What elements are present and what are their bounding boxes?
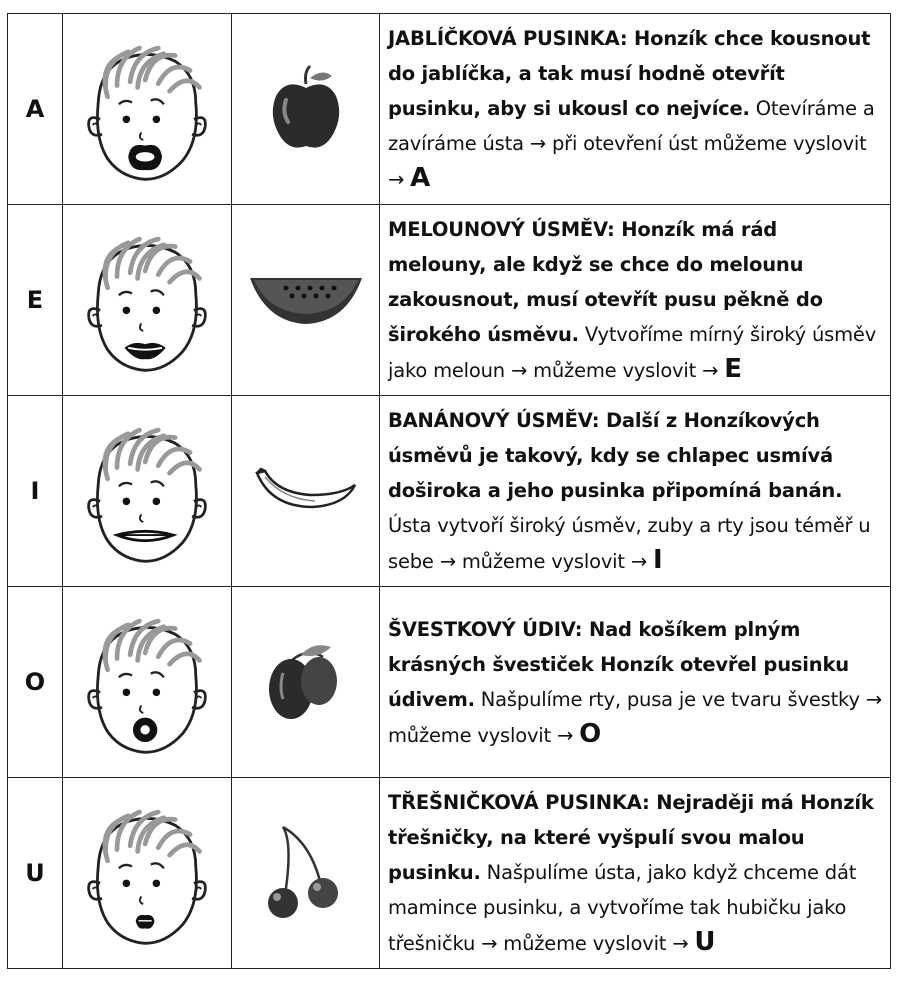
vowel-sound: A bbox=[410, 163, 431, 193]
table-row bbox=[8, 396, 891, 587]
exercise-title: MELOUNOVÝ ÚSMĚV: Honzík má rád melouny, ale když se chce do melounu zakousnout, musí otevřít pusu pěkně do širokého úsměvu. bbox=[388, 218, 823, 346]
face-o-mouth-icon bbox=[63, 587, 232, 778]
table-row bbox=[8, 14, 891, 205]
face-pout-icon bbox=[63, 778, 232, 969]
vowel-letter: A bbox=[8, 14, 63, 205]
apple-icon bbox=[232, 14, 380, 205]
vowel-table bbox=[7, 13, 891, 969]
exercise-title: TŘEŠNIČKOVÁ PUSINKA: Nejraději má Honzík třešničky, na které vyšpulí svou malou pusinku. bbox=[388, 791, 874, 884]
vowel-letter: E bbox=[8, 205, 63, 396]
exercise-instruction: Našpulíme ústa, jako když chceme dát mamince pusinku, a vytvoříme tak hubičku jako třešničku → můžeme vyslovit → bbox=[388, 861, 857, 955]
exercise-description bbox=[380, 587, 891, 778]
exercise-title: BANÁNOVÝ ÚSMĚV: Další z Honzíkových úsměvů je takový, kdy se chlapec usmívá doširoka a jeho pusinka připomíná banán. bbox=[388, 409, 843, 502]
exercise-title: JABLÍČKOVÁ PUSINKA: Honzík chce kousnout do jablíčka, a tak musí hodně otevřít pusinku, aby si ukousl co nejvíce. bbox=[388, 27, 871, 120]
exercise-instruction: Vytvoříme mírný široký úsměv jako meloun → můžeme vyslovit → bbox=[388, 323, 877, 382]
watermelon-icon bbox=[232, 205, 380, 396]
exercise-instruction: Našpulíme rty, pusa je ve tvaru švestky → můžeme vyslovit → bbox=[388, 687, 882, 747]
vowel-letter: I bbox=[8, 396, 63, 587]
vowel-letter: O bbox=[8, 587, 63, 778]
table-row bbox=[8, 587, 891, 778]
table-row bbox=[8, 778, 891, 969]
plums-icon bbox=[232, 587, 380, 778]
exercise-instruction: Ústa vytvoří široký úsměv, zuby a rty jsou téměř u sebe → můžeme vyslovit → bbox=[388, 514, 871, 573]
face-open-mouth-icon bbox=[63, 14, 232, 205]
banana-icon bbox=[232, 396, 380, 587]
exercise-description bbox=[380, 396, 891, 587]
table-row bbox=[8, 205, 891, 396]
exercise-description bbox=[380, 778, 891, 969]
vowel-sound: O bbox=[579, 718, 602, 749]
exercise-instruction: Otevíráme a zavíráme ústa → při otevření úst můžeme vyslovit → bbox=[388, 97, 875, 191]
vowel-letter: U bbox=[8, 778, 63, 969]
exercise-title: ŠVESTKOVÝ ÚDIV: Nad košíkem plným krásných švestiček Honzík otevřel pusinku údivem. bbox=[388, 617, 849, 711]
vowel-sound: E bbox=[724, 354, 742, 384]
vowel-sound: U bbox=[694, 927, 716, 957]
exercise-description bbox=[380, 14, 891, 205]
cherries-icon bbox=[232, 778, 380, 969]
face-smile-lips-icon bbox=[63, 205, 232, 396]
vowel-sound: I bbox=[652, 545, 663, 575]
exercise-description bbox=[380, 205, 891, 396]
face-wide-smile-icon bbox=[63, 396, 232, 587]
